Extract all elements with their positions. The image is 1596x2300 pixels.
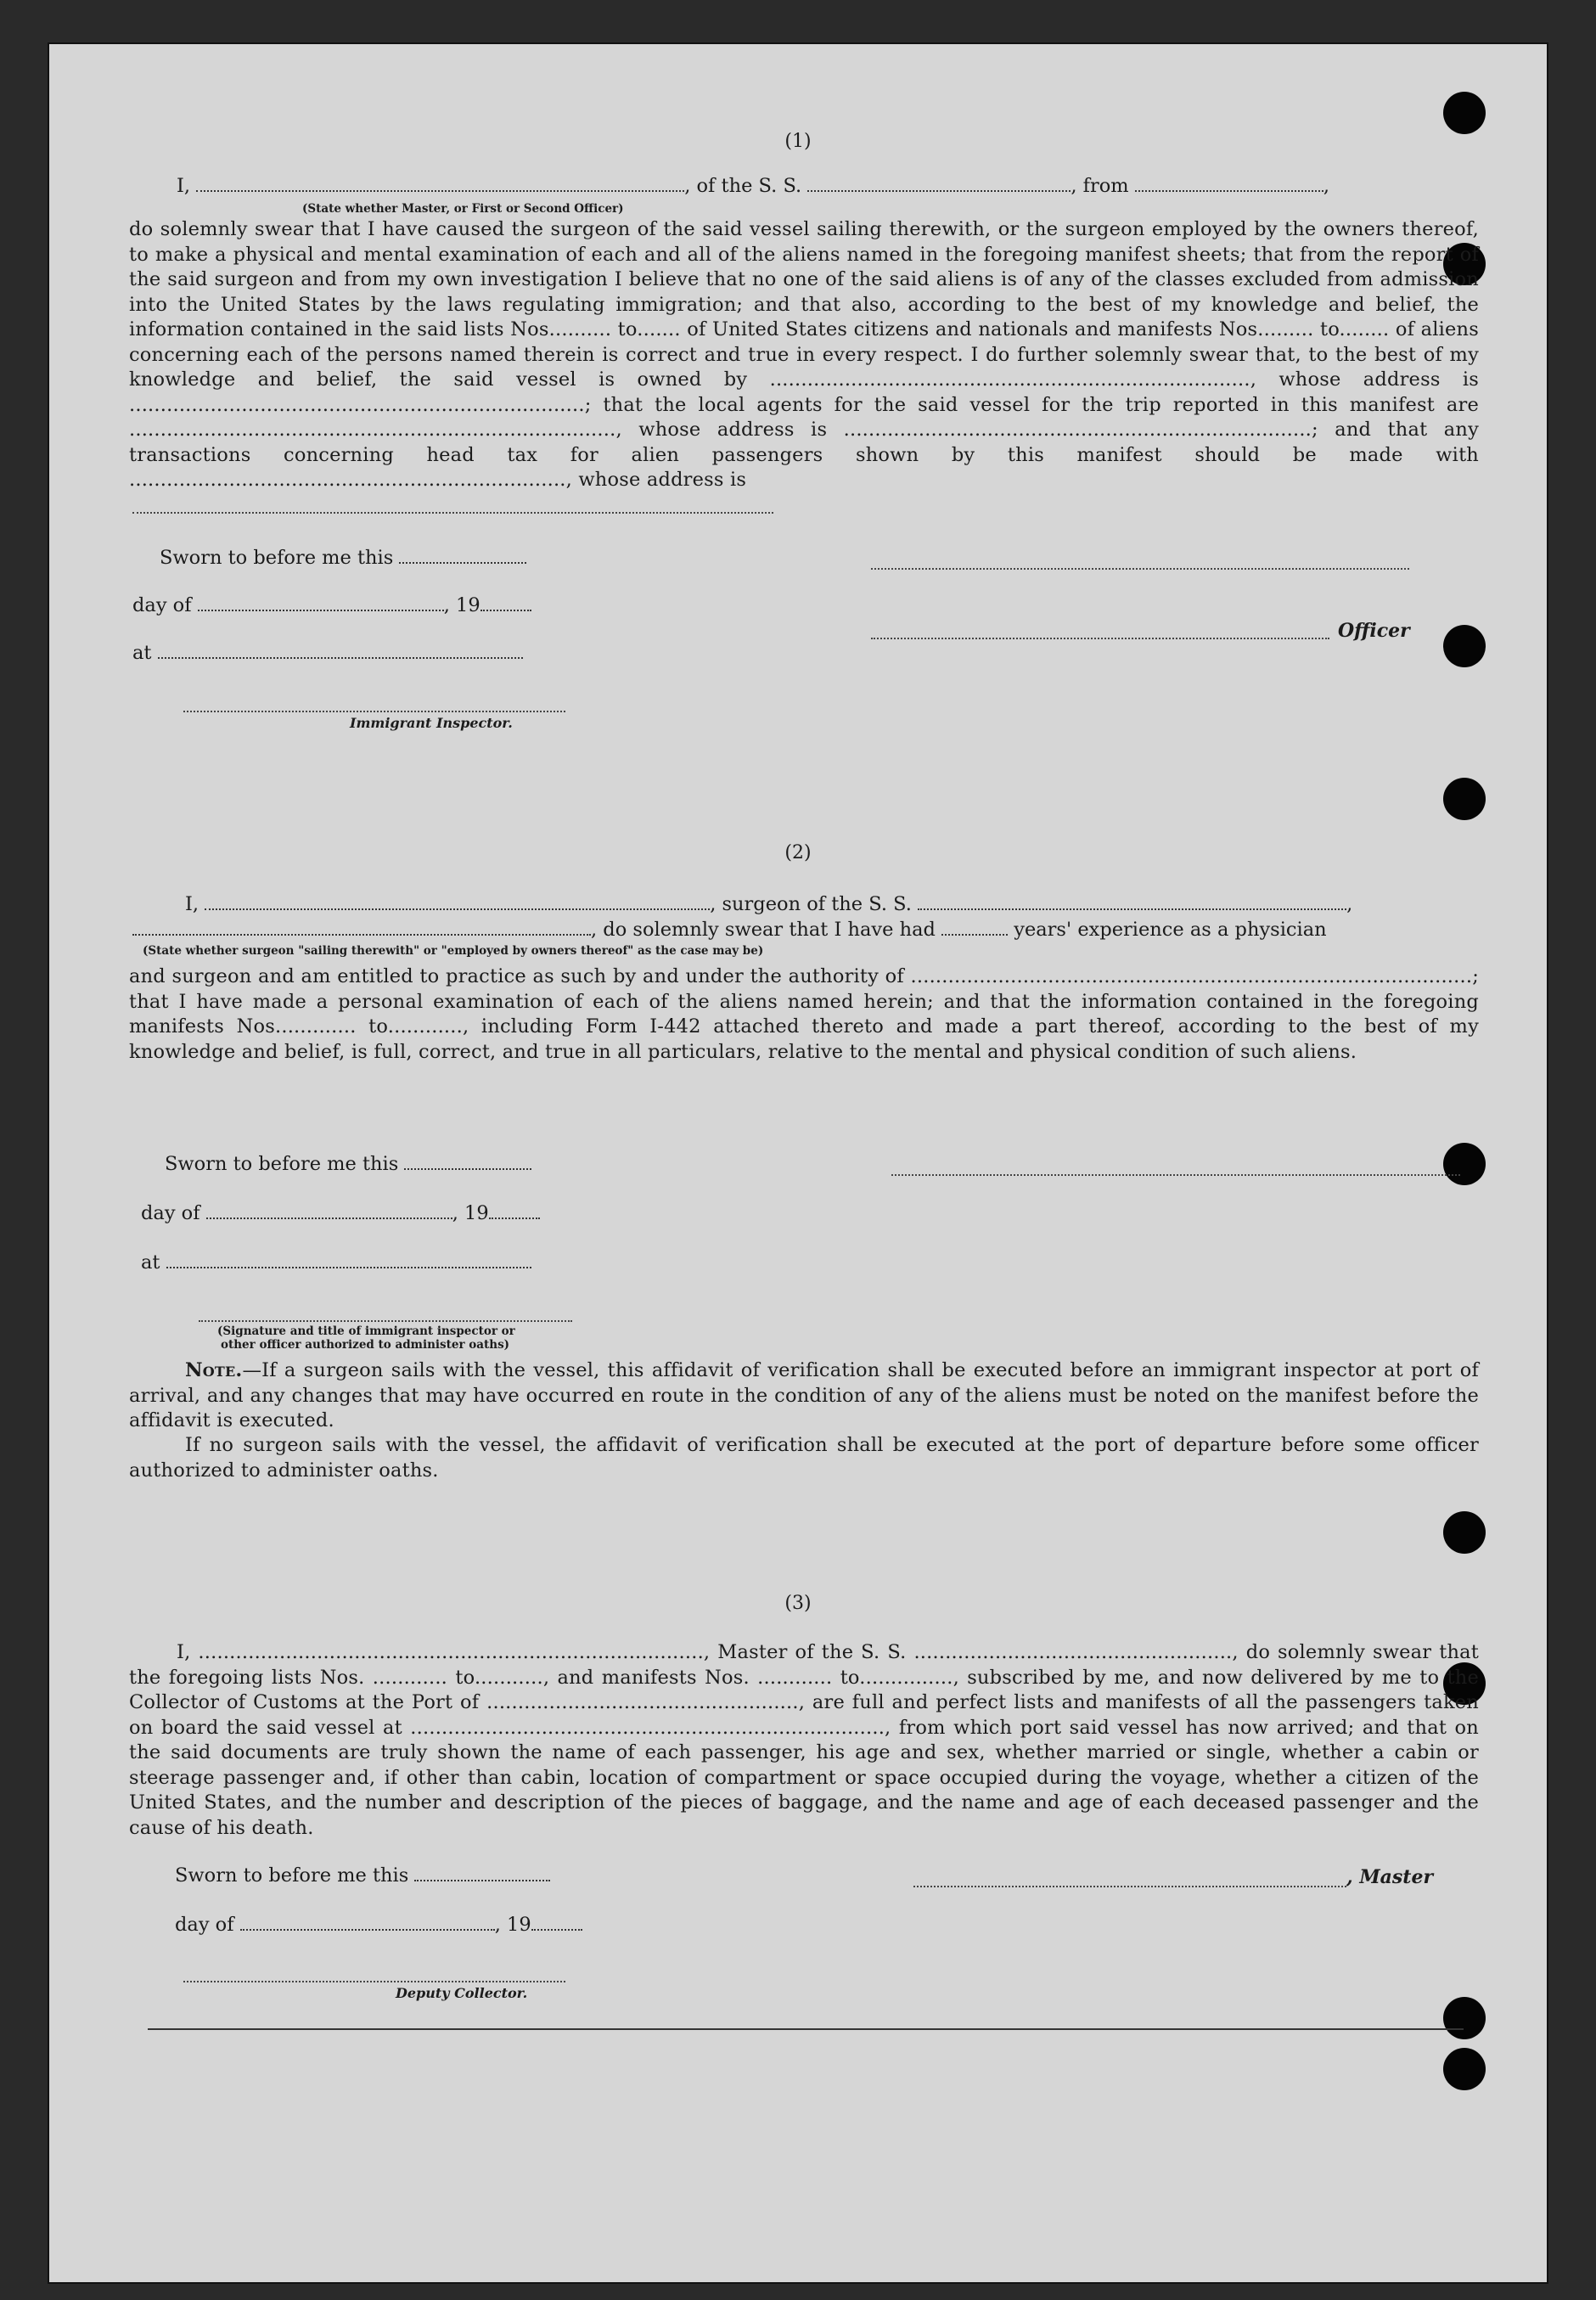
- section-2-number: (2): [784, 842, 812, 863]
- s2-ship-field[interactable]: [918, 893, 1346, 910]
- s1-i-label: I,: [177, 175, 191, 197]
- manifest-verification-page: [48, 42, 1548, 2284]
- s1-day-line: [132, 594, 531, 616]
- note-paragraph-2: [129, 1433, 1479, 1483]
- s1-line1: I, , of the S. S. , from ,: [177, 175, 1329, 197]
- bottom-rule: [148, 2027, 1464, 2030]
- s2-sworn-label: Sworn to before me this: [165, 1153, 399, 1175]
- punch-hole: [1443, 1511, 1486, 1554]
- s1-at-label: at: [132, 642, 152, 664]
- s2-inspector-signature[interactable]: [199, 1319, 572, 1322]
- s3-master-caption: , Master: [1346, 1866, 1434, 1888]
- s3-master-signature[interactable]: [913, 1885, 1346, 1887]
- section-1-number: (1): [784, 131, 812, 152]
- s1-sworn-label: Sworn to before me this: [160, 547, 394, 569]
- s2-years-label: years' experience as a physician: [1014, 919, 1327, 941]
- s1-at-field[interactable]: [158, 642, 523, 659]
- s2-swear-label: , do solemnly swear that I have had: [591, 919, 936, 941]
- ship-name-field[interactable]: [807, 175, 1071, 192]
- surgeon-caption: (State whether surgeon "sailing therewith" or "employed by owners thereof" as the case may be): [143, 944, 764, 958]
- s3-day-field[interactable]: [240, 1914, 495, 1931]
- punch-hole: [1443, 1997, 1486, 2039]
- s2-at-line: [141, 1251, 531, 1274]
- s1-sworn-date-field[interactable]: [399, 547, 526, 564]
- punch-hole: [1443, 778, 1486, 820]
- s2-year-label: , 19: [452, 1202, 489, 1224]
- officer-name-field[interactable]: [196, 175, 684, 192]
- punch-hole: [1443, 1143, 1486, 1185]
- officer-caption: (State whether Master, or First or Second Officer): [302, 202, 624, 216]
- note-paragraph: [129, 1358, 1479, 1434]
- s2-line1: I, , surgeon of the S. S. ,: [185, 893, 1353, 915]
- s1-master-signature[interactable]: [871, 567, 1409, 570]
- punch-hole: [1443, 2048, 1486, 2090]
- s2-sworn-line: [165, 1153, 531, 1175]
- s3-year-field[interactable]: [531, 1914, 582, 1931]
- punch-hole: [1443, 92, 1486, 134]
- s3-sworn-line: [175, 1864, 550, 1887]
- section-3-number: (3): [784, 1593, 812, 1614]
- s2-at-label: at: [141, 1251, 160, 1274]
- note-text-1: —If a surgeon sails with the vessel, this affidavit of verification shall be executed before an immigrant inspector at port of arrival, and any changes that may have occurred en route in the condition of any of the aliens must be noted on the manifest before the affidavit is executed.: [129, 1359, 1479, 1431]
- section-1-paragraph: do solemnly swear that I have caused the surgeon of the said vessel sailing therewith, or the surgeon employed by the owners thereof, to make a physical and mental examination of each and all of the aliens named in the foregoing manifest sheets; that from the report of the said surgeon and from my own investigation I believe that no one of the said aliens is of any of the classes excluded from admission into the United States by the laws regulating immigration; and that also, according to the best of my knowledge and belief, the information contained in the said lists Nos.......... to....... of United States citizens and nationals and manifests Nos......... to........ of aliens concerning each of the persons named therein is correct and true in every respect. I do further solemnly swear that, to the best of my knowledge and belief, the said vessel is owned by ............................................................................., whose address is .........................................................................; that the local agents for the said vessel for the trip reported in this manifest are .............................................................................., whose address is ...........................................................................; and that any transactions concerning head tax for alien passengers shown by this manifest should be made with ......................................................................, whose address is: [129, 218, 1479, 491]
- s3-year-label: , 19: [494, 1914, 531, 1936]
- s2-surgeon-label: , surgeon of the S. S.: [710, 893, 912, 915]
- s1-ss-label: , of the S. S.: [684, 175, 802, 197]
- punch-hole: [1443, 625, 1486, 667]
- s2-day-field[interactable]: [206, 1202, 452, 1219]
- s1-sworn-line: [160, 547, 526, 569]
- s1-inspector-signature[interactable]: [183, 710, 565, 712]
- s3-sworn-label: Sworn to before me this: [175, 1864, 409, 1887]
- section-3-paragraph: I, ................................................................................., Master of the S. S. ..................................................., do solemnly swear that the foregoing lists Nos. ............ to..........., and manifests Nos. ............ to..............., subscribed by me, and now delivered by me to the Collector of Customs at the Port of .................................................., are full and perfect lists and manifests of all the passengers taken on board the said vessel at ............................................................................, from which port said vessel has now arrived; and that on the said documents are truly shown the name of each passenger, his age and sex, whether married or single, whether a cabin or steerage passenger and, if other than cabin, location of compartment or space occupied during the voyage, whether a citizen of the United States, and the number and description of the pieces of baggage, and the name and age of each deceased passenger and the cause of his death.: [129, 1641, 1479, 1839]
- s1-inspector-caption: Immigrant Inspector.: [350, 715, 513, 731]
- surgeon-name-field[interactable]: [205, 893, 710, 910]
- s2-signature-caption-1: (Signature and title of immigrant inspector or: [217, 1324, 515, 1338]
- s1-year-field[interactable]: [480, 594, 531, 611]
- s1-from-label: , from: [1071, 175, 1129, 197]
- s2-i-label: I,: [185, 893, 200, 915]
- from-port-field[interactable]: [1135, 175, 1323, 192]
- s2-year-field[interactable]: [489, 1202, 540, 1219]
- s2-line2: [132, 919, 1327, 941]
- s1-officer-caption: Officer: [1338, 620, 1410, 642]
- s2-day-label: day of: [141, 1202, 200, 1224]
- s1-address-field[interactable]: [132, 511, 773, 514]
- s2-at-field[interactable]: [166, 1251, 531, 1268]
- note-label: Note.: [185, 1359, 243, 1381]
- s1-day-field[interactable]: [198, 594, 444, 611]
- s1-day-label: day of: [132, 594, 192, 616]
- surgeon-status-field[interactable]: [132, 919, 591, 936]
- s1-officer-signature[interactable]: [871, 637, 1329, 639]
- years-experience-field[interactable]: [941, 919, 1008, 936]
- s3-deputy-caption: Deputy Collector.: [396, 1985, 528, 2001]
- s1-at-line: [132, 642, 523, 664]
- s2-sworn-date-field[interactable]: [404, 1153, 531, 1170]
- s2-signature-caption-2: other officer authorized to administer oaths): [221, 1338, 510, 1352]
- s3-day-line: [175, 1914, 582, 1936]
- s2-surgeon-signature[interactable]: [891, 1173, 1460, 1176]
- s3-sworn-date-field[interactable]: [414, 1864, 550, 1881]
- s1-year-label: , 19: [443, 594, 480, 616]
- s3-deputy-signature[interactable]: [183, 1980, 565, 1982]
- s3-day-label: day of: [175, 1914, 234, 1936]
- s2-day-line: [141, 1202, 540, 1224]
- section-2-paragraph: and surgeon and am entitled to practice as such by and under the authority of ..........................................................................................; that I have made a personal examination of each of the aliens named herein; and that the information contained in the foregoing manifests Nos............. to............, including Form I-442 attached thereto and made a part thereof, according to the best of my knowledge and belief, is full, correct, and true in all particulars, relative to the mental and physical condition of such aliens.: [129, 965, 1479, 1063]
- note-text-2: If no surgeon sails with the vessel, the affidavit of verification shall be executed at the port of departure before some officer authorized to administer oaths.: [129, 1434, 1479, 1482]
